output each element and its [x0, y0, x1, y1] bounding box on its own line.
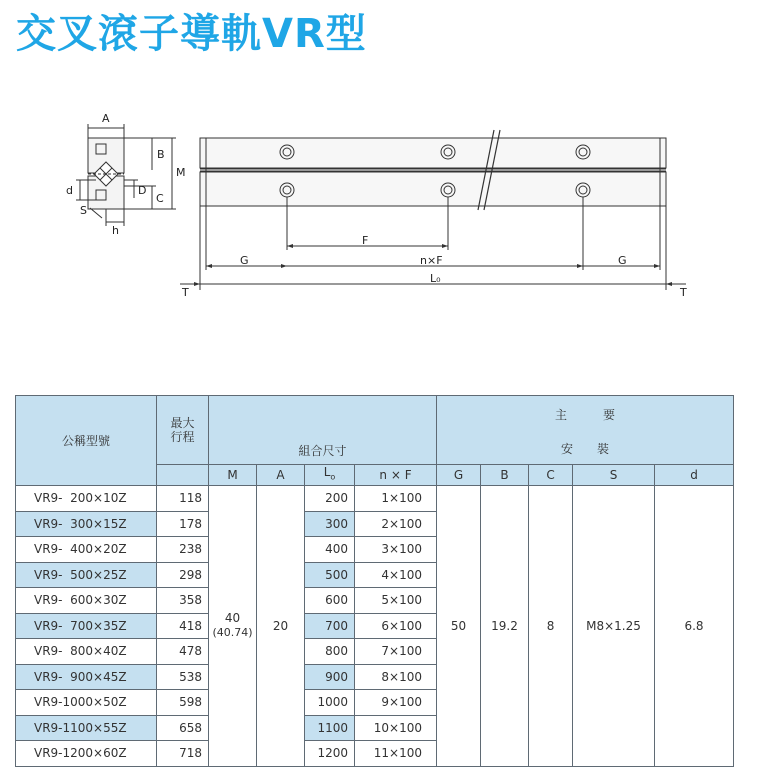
dim-label-T-right: T: [680, 286, 687, 299]
header-Lo: $L_o$: [305, 465, 355, 486]
header-stroke-blank: [157, 465, 209, 486]
header-model: 公稱型號: [16, 396, 157, 486]
dim-label-F: F: [362, 234, 369, 247]
model-cell: VR9- 800×40Z: [16, 639, 157, 665]
nF-cell: 2×100: [355, 511, 437, 537]
model-cell: VR9- 300×15Z: [16, 511, 157, 537]
Lo-cell: 1200: [305, 741, 355, 767]
shared-C-cell: 8: [529, 486, 573, 767]
header-d: d: [655, 465, 734, 486]
shared-M-cell: [209, 486, 257, 767]
rail-technical-drawing: [0, 100, 759, 300]
model-cell: VR9-1100×55Z: [16, 715, 157, 741]
shared-B-cell: 19.2: [481, 486, 529, 767]
header-G: G: [437, 465, 481, 486]
Lo-cell: 1000: [305, 690, 355, 716]
nF-cell: 9×100: [355, 690, 437, 716]
header-M: M: [209, 465, 257, 486]
dim-label-M: M: [176, 166, 186, 179]
nF-cell: 1×100: [355, 486, 437, 512]
dim-label-T-left: T: [182, 286, 189, 299]
model-cell: VR9- 700×35Z: [16, 613, 157, 639]
nF-cell: 7×100: [355, 639, 437, 665]
max-stroke-cell: 598: [157, 690, 209, 716]
Lo-cell: 500: [305, 562, 355, 588]
spec-table: [15, 395, 734, 767]
dim-label-d: d: [66, 184, 73, 197]
max-stroke-cell: 238: [157, 537, 209, 563]
max-stroke-cell: 718: [157, 741, 209, 767]
shared-A-cell: 20: [257, 486, 305, 767]
max-stroke-cell: 538: [157, 664, 209, 690]
shared-d-cell: 6.8: [655, 486, 734, 767]
dim-label-C: C: [156, 192, 164, 205]
header-B: B: [481, 465, 529, 486]
model-cell: VR9- 200×10Z: [16, 486, 157, 512]
Lo-cell: 200: [305, 486, 355, 512]
header-max-stroke-line1: 最大: [170, 416, 195, 430]
header-S: S: [573, 465, 655, 486]
header-C: C: [529, 465, 573, 486]
Lo-cell: 900: [305, 664, 355, 690]
header-mounting: 安 裝: [437, 434, 734, 465]
Lo-cell: 400: [305, 537, 355, 563]
dim-label-G-right: G: [618, 254, 627, 267]
nF-cell: 10×100: [355, 715, 437, 741]
header-max-stroke: [157, 396, 209, 465]
model-cell: VR9-1000×50Z: [16, 690, 157, 716]
model-cell: VR9-1200×60Z: [16, 741, 157, 767]
header-max-stroke-line2: 行程: [170, 430, 195, 444]
header-main-dims: 主 要: [437, 396, 734, 435]
dim-label-L0: L₀: [430, 272, 441, 285]
table-row: [16, 486, 734, 512]
spec-table-body: [16, 486, 734, 767]
dim-label-A: A: [102, 112, 110, 125]
model-cell: VR9- 600×30Z: [16, 588, 157, 614]
dim-label-nF: n×F: [420, 254, 443, 267]
Lo-cell: 600: [305, 588, 355, 614]
max-stroke-cell: 658: [157, 715, 209, 741]
model-cell: VR9- 500×25Z: [16, 562, 157, 588]
Lo-cell: 1100: [305, 715, 355, 741]
Lo-cell: 800: [305, 639, 355, 665]
shared-S-cell: M8×1.25: [573, 486, 655, 767]
Lo-cell: 300: [305, 511, 355, 537]
shared-G-cell: 50: [437, 486, 481, 767]
model-cell: VR9- 400×20Z: [16, 537, 157, 563]
header-assembly: 組合尺寸: [209, 396, 437, 465]
max-stroke-cell: 358: [157, 588, 209, 614]
header-nF: n × F: [355, 465, 437, 486]
rail-cross-section: [76, 124, 176, 226]
max-stroke-cell: 178: [157, 511, 209, 537]
Lo-cell: 700: [305, 613, 355, 639]
model-cell: VR9- 900×45Z: [16, 664, 157, 690]
nF-cell: 3×100: [355, 537, 437, 563]
max-stroke-cell: 118: [157, 486, 209, 512]
dim-label-B: B: [157, 148, 165, 161]
max-stroke-cell: 478: [157, 639, 209, 665]
nF-cell: 5×100: [355, 588, 437, 614]
dim-label-G-left: G: [240, 254, 249, 267]
dim-label-S: S: [80, 204, 87, 217]
dim-label-D: D: [138, 184, 147, 197]
nF-cell: 11×100: [355, 741, 437, 767]
header-A: A: [257, 465, 305, 486]
dim-label-h: h: [112, 224, 119, 237]
shared-M-alt-value: (40.74): [212, 626, 253, 640]
max-stroke-cell: 298: [157, 562, 209, 588]
nF-cell: 6×100: [355, 613, 437, 639]
nF-cell: 8×100: [355, 664, 437, 690]
max-stroke-cell: 418: [157, 613, 209, 639]
page-title: 交叉滾子導軌VR型: [16, 11, 367, 57]
nF-cell: 4×100: [355, 562, 437, 588]
shared-M-value: 40: [224, 611, 241, 626]
